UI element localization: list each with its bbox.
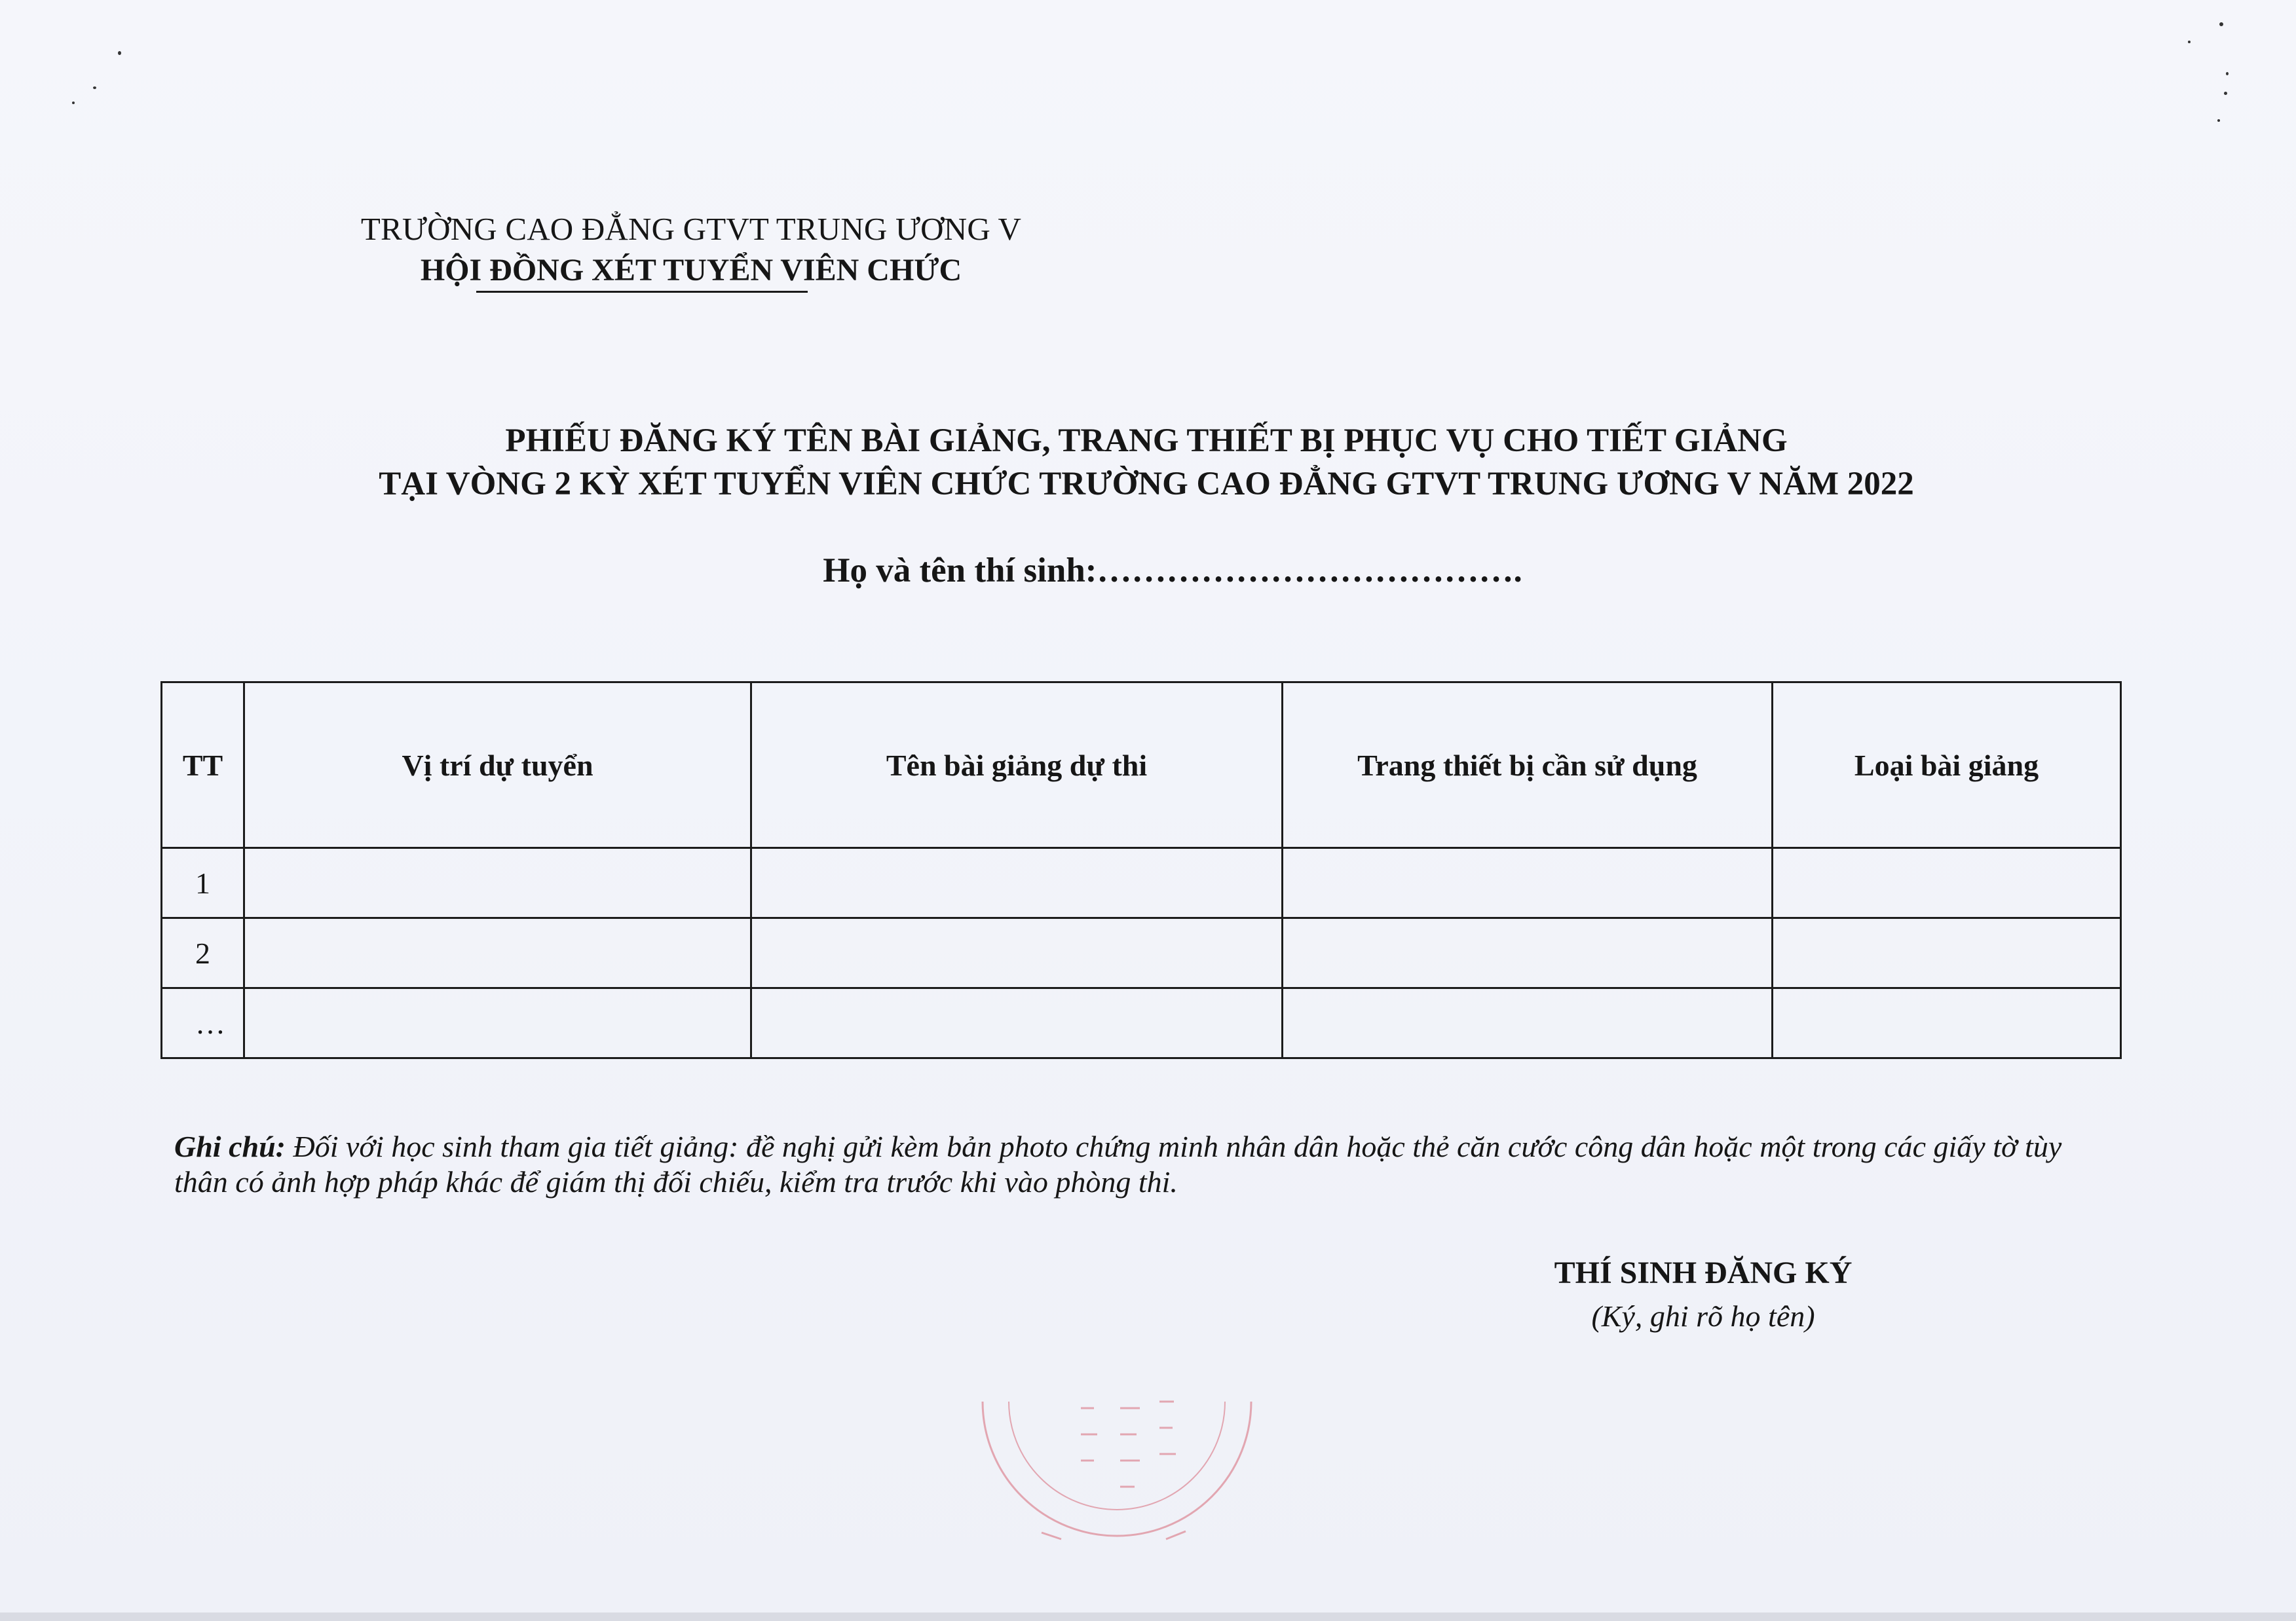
scan-speck <box>2226 72 2229 75</box>
row-number: 1 <box>162 848 244 918</box>
table-header-row <box>162 682 2121 848</box>
table-row <box>162 848 2121 918</box>
signature-hint: (Ký, ghi rõ họ tên) <box>1591 1299 1815 1333</box>
table-row <box>162 918 2121 988</box>
lecture-cell <box>751 988 1283 1058</box>
header-position: Vị trí dự tuyển <box>244 682 751 848</box>
position-cell <box>244 918 751 988</box>
type-cell <box>1773 918 2121 988</box>
scan-speck <box>2188 41 2191 43</box>
note-label: Ghi chú: <box>174 1130 286 1163</box>
position-cell <box>244 988 751 1058</box>
position-cell <box>244 848 751 918</box>
row-number: … <box>162 988 244 1058</box>
scan-speck <box>2219 22 2223 26</box>
header-equipment: Trang thiết bị cần sử dụng <box>1283 682 1773 848</box>
lecture-cell <box>751 918 1283 988</box>
scan-speck <box>118 51 121 55</box>
header-type: Loại bài giảng <box>1773 682 2121 848</box>
row-number: 2 <box>162 918 244 988</box>
scan-speck <box>2217 119 2220 122</box>
equipment-cell <box>1283 988 1773 1058</box>
equipment-cell <box>1283 848 1773 918</box>
stamp-bleedthrough-icon <box>963 1362 1271 1585</box>
header-lecture: Tên bài giảng dự thi <box>751 682 1283 848</box>
equipment-cell <box>1283 918 1773 988</box>
note-paragraph <box>174 1129 2113 1200</box>
type-cell <box>1773 848 2121 918</box>
scan-speck <box>2224 92 2227 95</box>
organization-header <box>288 208 1094 291</box>
form-title-line2: TẠI VÒNG 2 KỲ XÉT TUYỂN VIÊN CHỨC TRƯỜNG CAO ĐẲNG GTVT TRUNG ƯƠNG V NĂM 2022 <box>379 466 1914 502</box>
note-text: Đối với học sinh tham gia tiết giảng: đề nghị gửi kèm bản photo chứng minh nhân dân hoặc thẻ căn cước công dân hoặc một trong các giấy tờ tùy thân có ảnh hợp pháp khác để giám thị đối chiếu, kiểm tra trước khi vào phòng thi. <box>174 1130 2062 1199</box>
school-name: TRƯỜNG CAO ĐẲNG GTVT TRUNG ƯƠNG V <box>360 211 1022 247</box>
form-title <box>197 419 2096 506</box>
header-tt: TT <box>162 682 244 848</box>
form-title-line1: PHIẾU ĐĂNG KÝ TÊN BÀI GIẢNG, TRANG THIẾT BỊ PHỤC VỤ CHO TIẾT GIẢNG <box>505 422 1788 459</box>
table-row <box>162 988 2121 1058</box>
candidate-name-field: Họ và tên thí sinh:………………………………. <box>823 551 1522 589</box>
scan-bottom-edge <box>0 1612 2296 1621</box>
council-name: HỘI ĐỒNG XÉT TUYỂN VIÊN CHỨC <box>420 253 962 288</box>
header-underline <box>476 291 808 293</box>
registration-table <box>160 681 2122 1059</box>
signature-title: THÍ SINH ĐĂNG KÝ <box>1554 1256 1853 1290</box>
scan-speck <box>93 86 96 89</box>
scan-speck <box>72 102 75 104</box>
lecture-cell <box>751 848 1283 918</box>
type-cell <box>1773 988 2121 1058</box>
